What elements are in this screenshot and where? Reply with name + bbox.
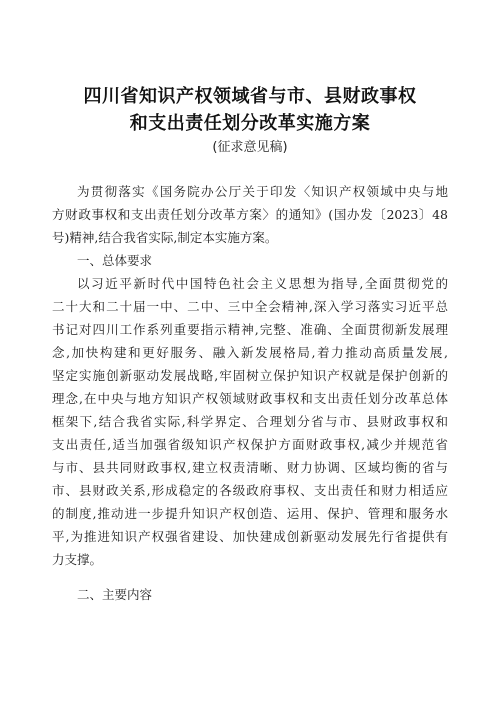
document-title-line-1: 四川省知识产权领域省与市、县财政事权 [83,86,417,107]
section-1-line: 理念,在中央与地方知识产权领域财政事权和支出责任划分改革总体 [52,391,448,406]
paragraph-gap [52,571,448,583]
document-title-line-2: 和支出责任划分改革实施方案 [129,113,371,134]
intro-line: 方财政事权和支出责任划分改革方案〉的通知》(国办发〔2023〕48 [52,207,448,222]
intro-line: 为贯彻落实《国务院办公厅关于印发〈知识产权领域中央与地 [77,184,448,199]
section-1-line: 力支撑。 [52,552,103,567]
section-1-line: 书记对四川工作系列重要指示精神,完整、准确、全面贯彻新发展理 [52,322,448,337]
section-1-line: 框架下,结合我省实际,科学界定、合理划分省与市、县财政事权和 [52,414,448,429]
section-heading-2: 二、主要内容 [77,587,153,602]
section-heading-1: 一、总体要求 [77,253,153,268]
section-1-line: 坚定实施创新驱动发展战略,牢固树立保护知识产权就是保护创新的 [52,368,448,383]
section-1-line: 以习近平新时代中国特色社会主义思想为指导,全面贯彻党的 [77,276,448,291]
section-1-line: 念,加快构建和更好服务、融入新发展格局,着力推动高质量发展, [52,345,448,360]
section-1-line: 支出责任,适当加强省级知识产权保护方面财政事权,减少并规范省 [52,437,448,452]
intro-line: 号)精神,结合我省实际,制定本实施方案。 [52,230,278,245]
section-1-line: 与市、县共同财政事权,建立权责清晰、财力协调、区域均衡的省与 [52,460,448,475]
document-body [52,180,448,606]
section-1-line: 的制度,推动进一步提升知识产权创造、运用、保护、管理和服务水 [52,506,448,521]
document-subtitle: (征求意见稿) [212,140,288,155]
section-1-line: 市、县财政关系,形成稳定的各级政府事权、支出责任和财力相适应 [52,483,448,498]
section-1-line: 平,为推进知识产权强省建设、加快建成创新驱动发展先行省提供有 [52,529,448,544]
section-1-line: 二十大和二十届一中、二中、三中全会精神,深入学习落实习近平总 [52,299,448,314]
